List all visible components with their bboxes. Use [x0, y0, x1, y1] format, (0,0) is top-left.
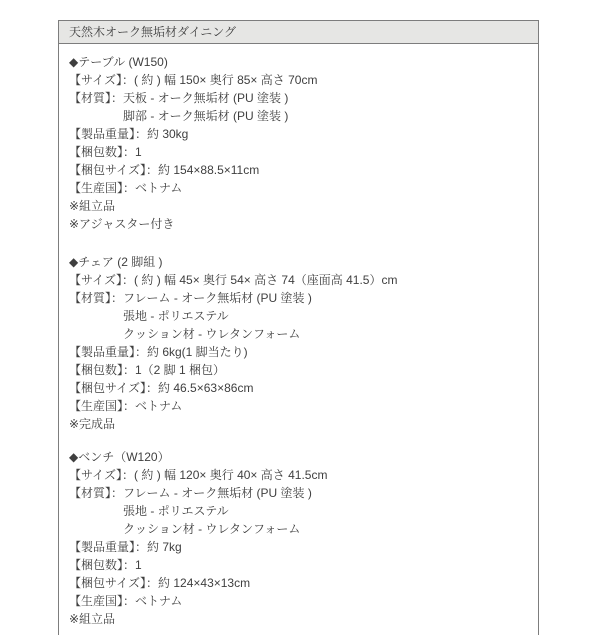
spec-panel-header: [59, 21, 538, 44]
package-count-line: 【梱包数】：1: [69, 145, 142, 159]
package-size-line: 【梱包サイズ】：約 154×88.5×11cm: [69, 163, 260, 177]
package-count-line: 【梱包数】：1（2 脚 1 梱包）: [69, 363, 226, 377]
material-values: [123, 89, 528, 125]
country-line: 【生産国】：ベトナム: [69, 181, 183, 195]
material-label: 【材質】：: [69, 291, 124, 305]
product-spec-panel: [58, 20, 539, 635]
section-bench: [69, 448, 528, 628]
section-title: ◆ベンチ（W120）: [69, 450, 170, 464]
note-line: ※組立品: [69, 612, 116, 626]
material-block: [69, 89, 528, 125]
note-line: ※アジャスター付き: [69, 217, 175, 231]
spec-panel-body: [59, 44, 538, 628]
material-values: [123, 484, 528, 538]
size-line: 【サイズ】：( 約 ) 幅 120× 奥行 40× 高さ 41.5cm: [69, 468, 328, 482]
spec-panel-title: 天然木オーク無垢材ダイニング: [69, 25, 237, 39]
section-title: ◆チェア (2 脚組 ): [69, 255, 163, 269]
material-value: 張地 - ポリエステル: [123, 504, 229, 518]
package-size-line: 【梱包サイズ】：約 46.5×63×86cm: [69, 381, 254, 395]
package-size-line: 【梱包サイズ】：約 124×43×13cm: [69, 576, 251, 590]
size-line: 【サイズ】：( 約 ) 幅 45× 奥行 54× 高さ 74（座面高 41.5）cm: [69, 273, 398, 287]
weight-line: 【製品重量】：約 30kg: [69, 127, 189, 141]
material-block: [69, 484, 528, 538]
country-line: 【生産国】：ベトナム: [69, 399, 183, 413]
section-chair: [69, 253, 528, 433]
material-values: [123, 289, 528, 343]
material-value: 脚部 - オーク無垢材 (PU 塗装 ): [123, 109, 289, 123]
material-value: クッション材 - ウレタンフォーム: [123, 522, 301, 536]
material-value: フレーム - オーク無垢材 (PU 塗装 ): [123, 486, 312, 500]
country-line: 【生産国】：ベトナム: [69, 594, 183, 608]
material-value: 張地 - ポリエステル: [123, 309, 229, 323]
note-line: ※組立品: [69, 199, 116, 213]
section-title: ◆テーブル (W150): [69, 55, 168, 69]
size-line: 【サイズ】：( 約 ) 幅 150× 奥行 85× 高さ 70cm: [69, 73, 318, 87]
weight-line: 【製品重量】：約 7kg: [69, 540, 182, 554]
material-label: 【材質】：: [69, 486, 124, 500]
material-value: 天板 - オーク無垢材 (PU 塗装 ): [123, 91, 289, 105]
material-value: クッション材 - ウレタンフォーム: [123, 327, 301, 341]
material-value: フレーム - オーク無垢材 (PU 塗装 ): [123, 291, 312, 305]
package-count-line: 【梱包数】：1: [69, 558, 142, 572]
weight-line: 【製品重量】：約 6kg(1 脚当たり): [69, 345, 248, 359]
material-block: [69, 289, 528, 343]
note-line: ※完成品: [69, 417, 116, 431]
material-label: 【材質】：: [69, 91, 124, 105]
section-table: [69, 53, 528, 233]
